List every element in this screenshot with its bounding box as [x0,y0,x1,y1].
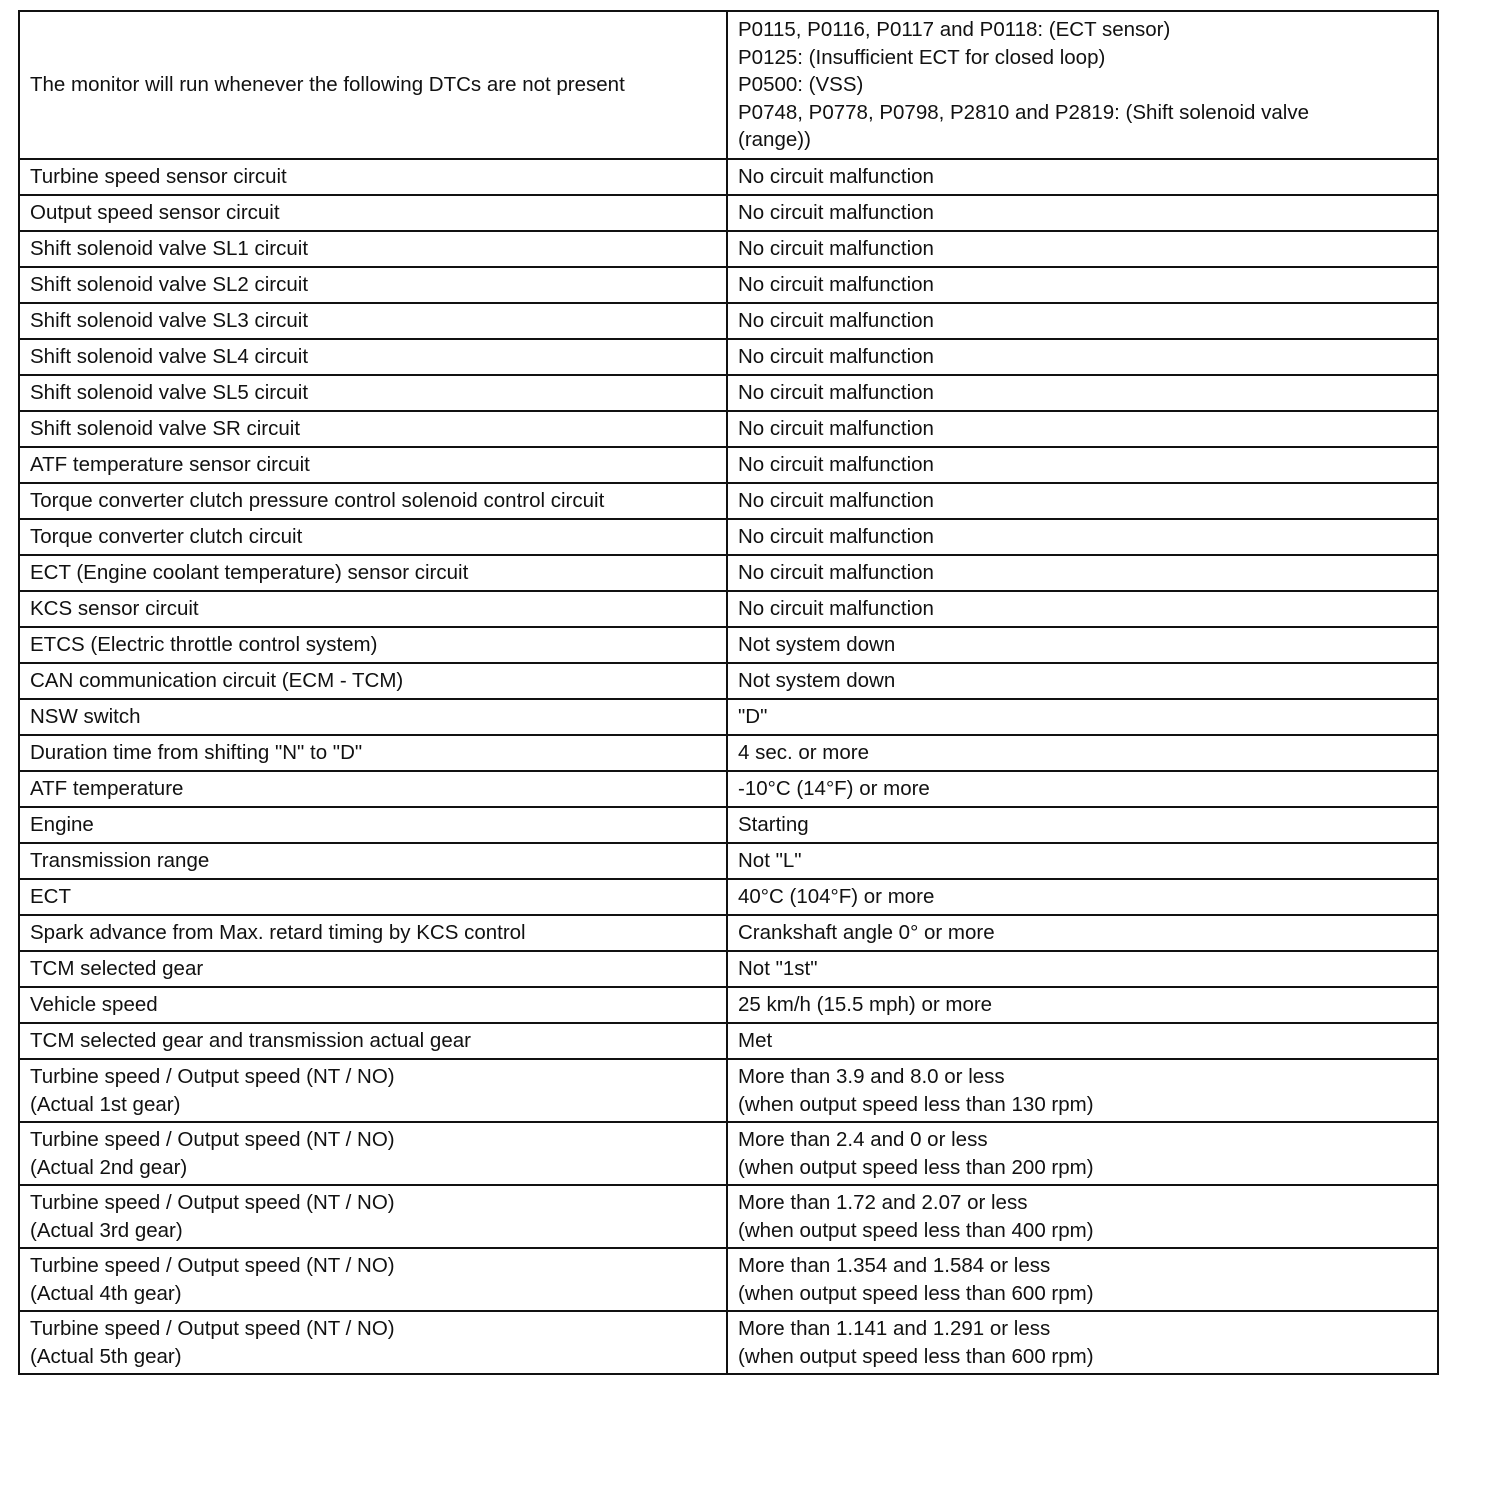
condition-item: Vehicle speed [19,987,727,1023]
table-row [19,591,1438,627]
condition-value: No circuit malfunction [727,267,1438,303]
table-row [19,231,1438,267]
condition-value: 40°C (104°F) or more [727,879,1438,915]
table-row [19,195,1438,231]
condition-value: Starting [727,807,1438,843]
condition-value: Not "L" [727,843,1438,879]
condition-item: Shift solenoid valve SL2 circuit [19,267,727,303]
table-row [19,267,1438,303]
condition-item: ATF temperature [19,771,727,807]
condition-item: Torque converter clutch circuit [19,519,727,555]
condition-value: No circuit malfunction [727,591,1438,627]
table-row [19,807,1438,843]
condition-value: Not system down [727,627,1438,663]
table-row [19,663,1438,699]
table-row [19,303,1438,339]
condition-item: Duration time from shifting "N" to "D" [19,735,727,771]
condition-item: ECT [19,879,727,915]
condition-item: Shift solenoid valve SL3 circuit [19,303,727,339]
monitor-conditions-table [18,10,1439,1375]
condition-value: No circuit malfunction [727,447,1438,483]
condition-value: No circuit malfunction [727,483,1438,519]
table-body [19,11,1438,1374]
table-row [19,771,1438,807]
table-row [19,1023,1438,1059]
table-row [19,627,1438,663]
table-row [19,159,1438,195]
table-row [19,915,1438,951]
condition-item: Turbine speed / Output speed (NT / NO) (Actual 3rd gear) [19,1185,727,1248]
table-row [19,735,1438,771]
table-row [19,951,1438,987]
condition-item: TCM selected gear and transmission actual gear [19,1023,727,1059]
condition-value: 4 sec. or more [727,735,1438,771]
condition-value: No circuit malfunction [727,555,1438,591]
condition-value: Not "1st" [727,951,1438,987]
condition-value: No circuit malfunction [727,375,1438,411]
condition-item: Shift solenoid valve SL1 circuit [19,231,727,267]
table-row [19,1185,1438,1248]
table-row [19,411,1438,447]
table-row [19,1248,1438,1311]
condition-value: No circuit malfunction [727,231,1438,267]
condition-value: More than 1.141 and 1.291 or less (when output speed less than 600 rpm) [727,1311,1438,1374]
condition-item: Turbine speed / Output speed (NT / NO) (Actual 5th gear) [19,1311,727,1374]
condition-value: No circuit malfunction [727,339,1438,375]
condition-item: Turbine speed / Output speed (NT / NO) (Actual 4th gear) [19,1248,727,1311]
condition-item: Turbine speed / Output speed (NT / NO) (Actual 1st gear) [19,1059,727,1122]
condition-value: -10°C (14°F) or more [727,771,1438,807]
table-row [19,339,1438,375]
table-row [19,1122,1438,1185]
condition-item: KCS sensor circuit [19,591,727,627]
table-row [19,11,1438,159]
condition-item: ATF temperature sensor circuit [19,447,727,483]
condition-value: More than 1.354 and 1.584 or less (when output speed less than 600 rpm) [727,1248,1438,1311]
condition-value: No circuit malfunction [727,411,1438,447]
condition-item: Torque converter clutch pressure control solenoid control circuit [19,483,727,519]
condition-value: Met [727,1023,1438,1059]
condition-item: Transmission range [19,843,727,879]
condition-value: 25 km/h (15.5 mph) or more [727,987,1438,1023]
table-row [19,519,1438,555]
condition-value: Crankshaft angle 0° or more [727,915,1438,951]
condition-item: The monitor will run whenever the following DTCs are not present [19,11,727,159]
condition-item: Spark advance from Max. retard timing by KCS control [19,915,727,951]
condition-value: More than 1.72 and 2.07 or less (when output speed less than 400 rpm) [727,1185,1438,1248]
condition-item: Engine [19,807,727,843]
table-row [19,375,1438,411]
table-row [19,1311,1438,1374]
table-row [19,555,1438,591]
condition-item: Output speed sensor circuit [19,195,727,231]
condition-value: Not system down [727,663,1438,699]
table-row [19,879,1438,915]
condition-item: Turbine speed / Output speed (NT / NO) (Actual 2nd gear) [19,1122,727,1185]
condition-item: CAN communication circuit (ECM - TCM) [19,663,727,699]
condition-item: NSW switch [19,699,727,735]
condition-value: No circuit malfunction [727,519,1438,555]
condition-value: More than 2.4 and 0 or less (when output speed less than 200 rpm) [727,1122,1438,1185]
condition-item: Turbine speed sensor circuit [19,159,727,195]
condition-value: No circuit malfunction [727,195,1438,231]
table-row [19,699,1438,735]
table-row [19,483,1438,519]
condition-value: No circuit malfunction [727,303,1438,339]
table-row [19,447,1438,483]
condition-value: More than 3.9 and 8.0 or less (when output speed less than 130 rpm) [727,1059,1438,1122]
condition-item: Shift solenoid valve SL4 circuit [19,339,727,375]
condition-item: Shift solenoid valve SL5 circuit [19,375,727,411]
condition-item: ECT (Engine coolant temperature) sensor circuit [19,555,727,591]
condition-item: ETCS (Electric throttle control system) [19,627,727,663]
table-row [19,843,1438,879]
condition-item: Shift solenoid valve SR circuit [19,411,727,447]
condition-value: P0115, P0116, P0117 and P0118: (ECT sensor) P0125: (Insufficient ECT for closed loop) P0500: (VSS) P0748, P0778, P0798, P2810 and P2819: (Shift solenoid valve (range)) [727,11,1438,159]
table-row [19,987,1438,1023]
table-row [19,1059,1438,1122]
condition-item: TCM selected gear [19,951,727,987]
condition-value: No circuit malfunction [727,159,1438,195]
condition-value: "D" [727,699,1438,735]
